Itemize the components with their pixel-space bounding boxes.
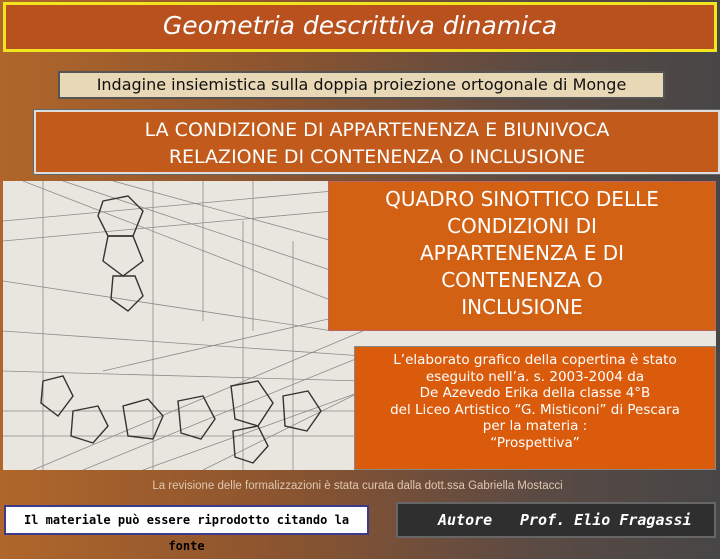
credits-line: L’elaborato grafico della copertina è stato [393, 352, 677, 368]
quadro-line: CONDIZIONI DI [447, 214, 597, 238]
subtitle-banner [58, 71, 665, 99]
credits-line: eseguito nell’a. s. 2003-2004 da [425, 368, 645, 385]
page-subtitle: Indagine insiemistica sulla doppia proiezione ortogonale di Monge [96, 75, 627, 94]
revision-text: La revisione delle formalizzazioni è stata curata dalla dott.ssa Gabriella Mostacci [152, 480, 563, 492]
title-banner [3, 2, 717, 52]
credits-line: “Prospettiva” [490, 434, 580, 451]
revision-note [85, 477, 630, 496]
heading-banner [34, 110, 720, 174]
heading-line-2: RELAZIONE DI CONTENENZA O INCLUSIONE [168, 146, 586, 168]
quadro-line: CONTENENZA O [441, 268, 603, 292]
credits-line: per la materia : [482, 418, 588, 434]
credits-line: del Liceo Artistico “G. Misticoni” di Pescara [390, 401, 680, 418]
author-name: Prof. Elio Fragassi [520, 511, 692, 529]
synoptic-table-callout [328, 181, 716, 331]
credits-callout [354, 346, 716, 470]
quadro-line: APPARTENENZA E DI [419, 241, 625, 265]
quadro-line: INCLUSIONE [461, 295, 583, 319]
credits-line: De Azevedo Erika della classe 4°B [419, 385, 651, 401]
page-title: Geometria descrittiva dinamica [162, 11, 558, 40]
copyright-text: Il materiale può essere riprodotto citando la fonte [23, 513, 350, 553]
heading-line-1: LA CONDIZIONE DI APPARTENENZA E BIUNIVOCA [144, 119, 610, 141]
author-banner [396, 502, 716, 538]
quadro-line: QUADRO SINOTTICO DELLE [385, 187, 659, 211]
copyright-notice [4, 505, 369, 553]
author-label: Autore [438, 511, 493, 529]
